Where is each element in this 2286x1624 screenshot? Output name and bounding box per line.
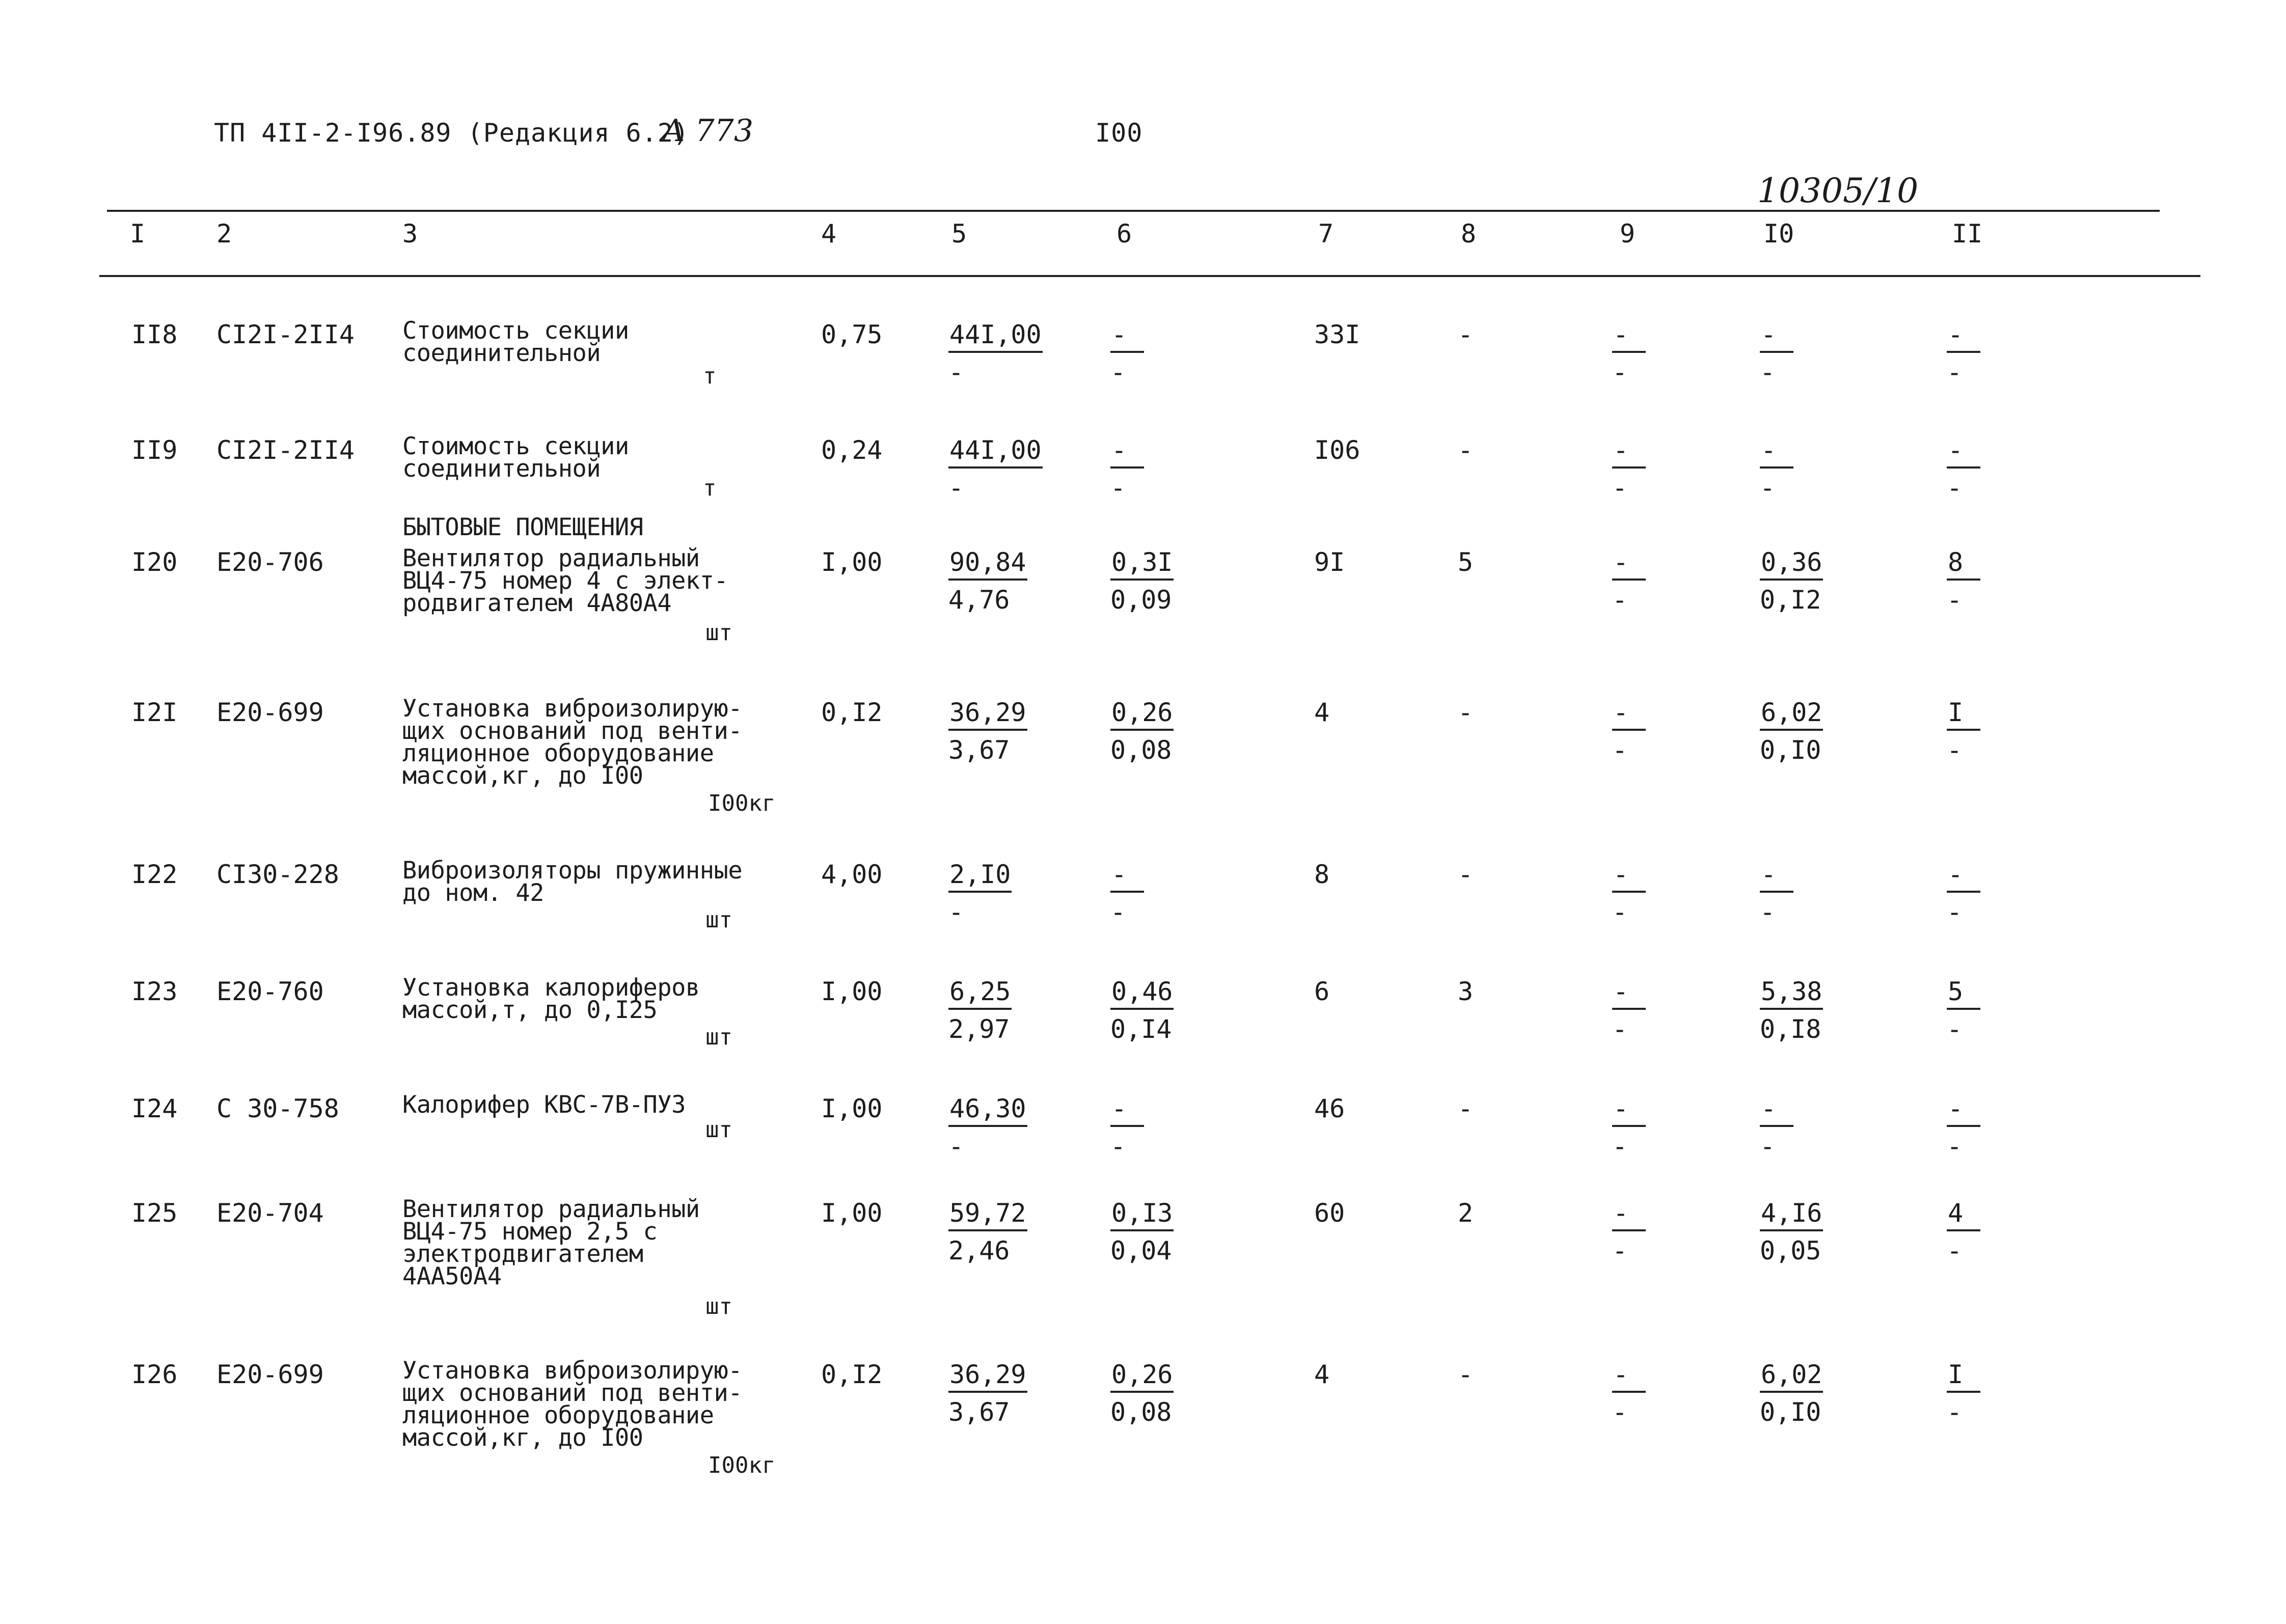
labor-total-denominator: - (1947, 1014, 1963, 1044)
quantity: 0,I2 (821, 1360, 883, 1389)
unit-cost (948, 547, 1027, 614)
description-line: ляционное оборудование (402, 739, 714, 767)
machine-cost-numerator: 0,46 (1110, 977, 1174, 1010)
machine-cost (1110, 1198, 1174, 1265)
machine-cost-denominator: 0,08 (1110, 735, 1172, 765)
unit-cost (948, 1360, 1027, 1426)
description-line: Установка виброизолирую- (402, 695, 743, 723)
row-number: II8 (131, 320, 178, 349)
column-9-value (1612, 698, 1646, 764)
unit-cost-denominator: - (948, 357, 964, 387)
unit-cost (948, 435, 1043, 502)
labor-total-denominator: - (1947, 585, 1963, 615)
machine-cost-denominator: - (1110, 473, 1126, 503)
labor-cost-numerator: 6,02 (1760, 698, 1823, 731)
labor-total-numerator: - (1947, 1094, 1980, 1127)
work-description (402, 544, 810, 617)
machine-cost-denominator: - (1110, 357, 1126, 387)
wages-total: - (1458, 435, 1474, 465)
row-number: I23 (131, 977, 178, 1006)
labor-cost (1760, 1094, 1793, 1161)
labor-cost-denominator: 0,I0 (1760, 735, 1821, 765)
total-cost: 33I (1314, 320, 1360, 349)
labor-cost-denominator: - (1760, 897, 1776, 927)
measurement-unit: т (703, 363, 717, 389)
unit-cost-numerator: 44I,00 (948, 436, 1043, 469)
table-row (0, 1195, 2286, 1361)
description-line: Вентилятор радиальный (402, 1195, 700, 1223)
column-9-value-denominator: - (1612, 1014, 1628, 1044)
rate-code: С 30-758 (216, 1094, 339, 1123)
rate-code: E20-760 (216, 977, 324, 1006)
column-number-6: 6 (1117, 219, 1132, 249)
labor-total (1947, 547, 1980, 614)
labor-total-numerator: 4 (1947, 1199, 1980, 1231)
column-9-value-numerator: - (1612, 977, 1646, 1010)
description-line: электродвигателем (402, 1240, 643, 1268)
labor-total-denominator: - (1947, 1397, 1963, 1427)
table-row (0, 695, 2286, 861)
labor-total-numerator: I (1947, 698, 1980, 731)
row-number: I25 (131, 1198, 178, 1228)
rate-code: CI2I-2II4 (216, 435, 355, 465)
header-rule (99, 275, 2200, 277)
machine-cost-numerator: 0,I3 (1110, 1199, 1174, 1231)
total-cost: 46 (1314, 1094, 1345, 1123)
wages-total: - (1458, 320, 1474, 349)
machine-cost-numerator: - (1110, 1094, 1144, 1127)
work-description (402, 1357, 810, 1452)
column-9-value-denominator: - (1612, 735, 1628, 765)
work-description (402, 974, 810, 1024)
unit-cost-denominator: - (948, 473, 964, 503)
column-number-1: I (130, 219, 146, 249)
machine-cost-numerator: - (1110, 436, 1144, 469)
machine-cost (1110, 435, 1144, 502)
unit-cost-denominator: - (948, 1132, 964, 1161)
machine-cost (1110, 320, 1144, 387)
table-row (0, 1357, 2286, 1523)
labor-cost (1760, 698, 1823, 764)
labor-total (1947, 1360, 1980, 1426)
column-9-value-numerator: - (1612, 1199, 1646, 1231)
labor-total (1947, 860, 1980, 926)
document-code: ТП 4II-2-I96.89 (Редакция 6.2) (214, 118, 690, 148)
column-9-value (1612, 547, 1646, 614)
row-number: I24 (131, 1094, 178, 1123)
unit-cost-numerator: 46,30 (948, 1094, 1027, 1127)
handwritten-reference: А 773 (662, 113, 754, 149)
row-number: I20 (131, 547, 178, 577)
description-line: массой,кг, до I00 (402, 762, 643, 790)
unit-cost-numerator: 44I,00 (948, 320, 1043, 353)
description-line: Вентилятор радиальный (402, 544, 700, 572)
labor-cost-denominator: - (1760, 473, 1776, 503)
quantity: I,00 (821, 547, 883, 577)
machine-cost-denominator: - (1110, 1132, 1126, 1161)
labor-cost-numerator: - (1760, 1094, 1793, 1127)
machine-cost (1110, 860, 1144, 926)
labor-cost (1760, 547, 1823, 614)
description-line: Стоимость секции (402, 317, 629, 345)
unit-cost-denominator: - (948, 897, 964, 927)
table-row (0, 544, 2286, 710)
unit-cost (948, 320, 1043, 387)
labor-total-numerator: 5 (1947, 977, 1980, 1010)
measurement-unit: шт (705, 1117, 732, 1143)
total-cost: 4 (1314, 698, 1330, 727)
machine-cost-numerator: 0,26 (1110, 1360, 1174, 1393)
description-line: родвигателем 4А80А4 (402, 589, 672, 617)
measurement-unit: шт (705, 1024, 732, 1050)
quantity: I,00 (821, 1198, 883, 1228)
wages-total: - (1458, 1094, 1474, 1123)
description-line: соединительной (402, 455, 601, 483)
unit-cost-denominator: 3,67 (948, 1397, 1010, 1427)
rate-code: E20-699 (216, 698, 324, 727)
wages-total: 3 (1458, 977, 1474, 1006)
labor-cost (1760, 1198, 1823, 1265)
work-description (402, 317, 810, 367)
work-description (402, 1091, 810, 1119)
labor-total (1947, 977, 1980, 1043)
measurement-unit: шт (705, 620, 732, 646)
labor-cost (1760, 320, 1793, 387)
description-line: массой,т, до 0,I25 (402, 996, 658, 1024)
labor-total-denominator: - (1947, 1236, 1963, 1265)
column-9-value (1612, 1198, 1646, 1265)
handwritten-stamp: 10305/10 (1757, 171, 1919, 210)
measurement-unit: шт (705, 907, 732, 933)
machine-cost (1110, 1094, 1144, 1161)
unit-cost-numerator: 2,I0 (948, 860, 1012, 893)
page-number: I00 (1095, 118, 1143, 148)
row-number: I22 (131, 860, 178, 889)
column-number-9: 9 (1620, 219, 1636, 249)
wages-total: - (1458, 860, 1474, 889)
labor-cost-numerator: - (1760, 320, 1793, 353)
labor-cost (1760, 860, 1793, 926)
unit-cost (948, 977, 1012, 1043)
quantity: I,00 (821, 977, 883, 1006)
labor-cost-numerator: 5,38 (1760, 977, 1823, 1010)
unit-cost-numerator: 59,72 (948, 1199, 1027, 1231)
column-9-value (1612, 977, 1646, 1043)
wages-total: 5 (1458, 547, 1474, 577)
column-9-value (1612, 1360, 1646, 1426)
column-9-value-numerator: - (1612, 860, 1646, 893)
description-line: ВЦ4-75 номер 2,5 с (402, 1218, 658, 1246)
total-cost: 9I (1314, 547, 1345, 577)
rate-code: E20-706 (216, 547, 324, 577)
description-line: щих оснований под венти- (402, 717, 743, 745)
column-number-3: 3 (402, 219, 418, 249)
column-9-value-denominator: - (1612, 897, 1628, 927)
machine-cost (1110, 547, 1174, 614)
labor-cost-numerator: - (1760, 436, 1793, 469)
wages-total: - (1458, 698, 1474, 727)
labor-total-denominator: - (1947, 473, 1963, 503)
machine-cost-denominator: 0,09 (1110, 585, 1172, 615)
labor-cost-denominator: 0,I0 (1760, 1397, 1821, 1427)
section-title: БЫТОВЫЕ ПОМЕЩЕНИЯ (402, 513, 643, 541)
measurement-unit: I00кг (708, 790, 776, 816)
description-line: 4АА50А4 (402, 1262, 502, 1290)
column-9-value-numerator: - (1612, 320, 1646, 353)
labor-total-numerator: - (1947, 320, 1980, 353)
labor-total-denominator: - (1947, 1132, 1963, 1161)
labor-total-denominator: - (1947, 735, 1963, 765)
quantity: 0,75 (821, 320, 883, 349)
description-line: массой,кг, до I00 (402, 1424, 643, 1452)
machine-cost-numerator: - (1110, 320, 1144, 353)
description-line: Калорифер КВС-7В-ПУЗ (402, 1091, 686, 1119)
labor-cost-denominator: - (1760, 1132, 1776, 1161)
unit-cost-numerator: 36,29 (948, 698, 1027, 731)
column-number-4: 4 (821, 219, 837, 249)
top-rule (107, 210, 2160, 212)
labor-cost-numerator: - (1760, 860, 1793, 893)
labor-cost-numerator: 4,I6 (1760, 1199, 1823, 1231)
total-cost: I06 (1314, 435, 1360, 465)
column-number-11: II (1952, 219, 1983, 249)
column-9-value-numerator: - (1612, 698, 1646, 731)
unit-cost-numerator: 6,25 (948, 977, 1012, 1010)
description-line: Установка калориферов (402, 974, 700, 1002)
column-number-7: 7 (1318, 219, 1334, 249)
machine-cost (1110, 698, 1174, 764)
labor-total-numerator: - (1947, 436, 1980, 469)
column-number-5: 5 (951, 219, 967, 249)
description-line: Установка виброизолирую- (402, 1357, 743, 1385)
unit-cost-denominator: 4,76 (948, 585, 1010, 615)
labor-total-denominator: - (1947, 897, 1963, 927)
quantity: 0,24 (821, 435, 883, 465)
total-cost: 6 (1314, 977, 1330, 1006)
machine-cost-denominator: 0,04 (1110, 1236, 1172, 1265)
machine-cost-numerator: 0,3I (1110, 548, 1174, 581)
unit-cost (948, 860, 1012, 926)
column-9-value-numerator: - (1612, 436, 1646, 469)
unit-cost (948, 1094, 1027, 1161)
rate-code: CI30-228 (216, 860, 339, 889)
column-number-8: 8 (1461, 219, 1477, 249)
quantity: 4,00 (821, 860, 883, 889)
machine-cost-numerator: 0,26 (1110, 698, 1174, 731)
labor-total-numerator: 8 (1947, 548, 1980, 581)
description-line: ляционное оборудование (402, 1401, 714, 1429)
labor-cost-numerator: 0,36 (1760, 548, 1823, 581)
description-line: ВЦ4-75 номер 4 с элект- (402, 567, 728, 595)
unit-cost-numerator: 36,29 (948, 1360, 1027, 1393)
quantity: I,00 (821, 1094, 883, 1123)
labor-cost-denominator: - (1760, 357, 1776, 387)
column-9-value-denominator: - (1612, 1236, 1628, 1265)
description-line: щих оснований под венти- (402, 1379, 743, 1407)
wages-total: - (1458, 1360, 1474, 1389)
unit-cost (948, 698, 1027, 764)
measurement-unit: шт (705, 1293, 732, 1319)
rate-code: E20-704 (216, 1198, 324, 1228)
column-9-value-denominator: - (1612, 1397, 1628, 1427)
machine-cost-denominator: 0,I4 (1110, 1014, 1172, 1044)
labor-total-numerator: I (1947, 1360, 1980, 1393)
column-9-value-numerator: - (1612, 1094, 1646, 1127)
description-line: Стоимость секции (402, 432, 629, 460)
column-9-value-denominator: - (1612, 585, 1628, 615)
labor-cost-denominator: 0,I8 (1760, 1014, 1821, 1044)
machine-cost (1110, 1360, 1174, 1426)
column-number-10: I0 (1763, 219, 1794, 249)
rate-code: E20-699 (216, 1360, 324, 1389)
labor-total (1947, 1198, 1980, 1265)
machine-cost-numerator: - (1110, 860, 1144, 893)
column-9-value (1612, 435, 1646, 502)
labor-total (1947, 1094, 1980, 1161)
unit-cost-denominator: 2,46 (948, 1236, 1010, 1265)
description-line: до ном. 42 (402, 879, 544, 907)
column-number-2: 2 (216, 219, 232, 249)
labor-total (1947, 320, 1980, 387)
description-line: соединительной (402, 339, 601, 367)
unit-cost-denominator: 3,67 (948, 735, 1010, 765)
column-9-value-denominator: - (1612, 1132, 1628, 1161)
wages-total: 2 (1458, 1198, 1474, 1228)
labor-cost-numerator: 6,02 (1760, 1360, 1823, 1393)
total-cost: 4 (1314, 1360, 1330, 1389)
work-description (402, 695, 810, 790)
total-cost: 60 (1314, 1198, 1345, 1228)
column-9-value (1612, 1094, 1646, 1161)
description-line: Виброизоляторы пружинные (402, 857, 743, 885)
column-9-value (1612, 320, 1646, 387)
work-description (402, 857, 810, 907)
labor-total-denominator: - (1947, 357, 1963, 387)
unit-cost-denominator: 2,97 (948, 1014, 1010, 1044)
labor-cost (1760, 435, 1793, 502)
row-number: I2I (131, 698, 178, 727)
rate-code: CI2I-2II4 (216, 320, 355, 349)
column-9-value-numerator: - (1612, 548, 1646, 581)
column-9-value-numerator: - (1612, 1360, 1646, 1393)
row-number: II9 (131, 435, 178, 465)
total-cost: 8 (1314, 860, 1330, 889)
work-description (402, 1195, 810, 1290)
machine-cost-denominator: - (1110, 897, 1126, 927)
unit-cost (948, 1198, 1027, 1265)
unit-cost-numerator: 90,84 (948, 548, 1027, 581)
labor-cost (1760, 977, 1823, 1043)
labor-total-numerator: - (1947, 860, 1980, 893)
labor-cost (1760, 1360, 1823, 1426)
quantity: 0,I2 (821, 698, 883, 727)
measurement-unit: I00кг (708, 1452, 776, 1478)
labor-total (1947, 435, 1980, 502)
row-number: I26 (131, 1360, 178, 1389)
machine-cost-denominator: 0,08 (1110, 1397, 1172, 1427)
work-description (402, 432, 810, 483)
column-9-value-denominator: - (1612, 357, 1628, 387)
labor-cost-denominator: 0,I2 (1760, 585, 1821, 615)
labor-cost-denominator: 0,05 (1760, 1236, 1821, 1265)
machine-cost (1110, 977, 1174, 1043)
column-9-value (1612, 860, 1646, 926)
labor-total (1947, 698, 1980, 764)
column-9-value-denominator: - (1612, 473, 1628, 503)
measurement-unit: т (703, 475, 717, 501)
